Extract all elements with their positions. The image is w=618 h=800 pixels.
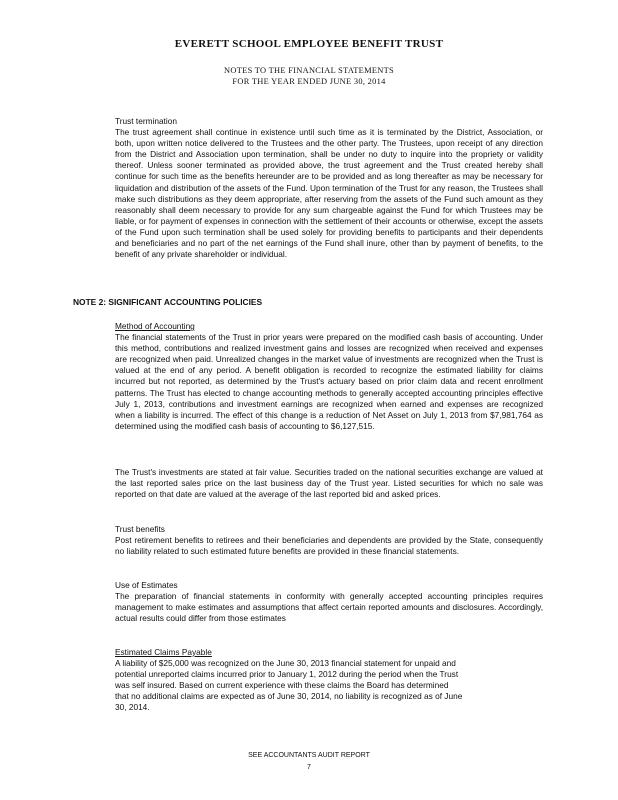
heading-trust-termination: Trust termination (115, 116, 177, 126)
section-use-of-estimates (115, 580, 543, 624)
document-subtitle-notes: NOTES TO THE FINANCIAL STATEMENTS (224, 66, 394, 75)
paragraph-trust-termination: The trust agreement shall continue in existence until such time as it is terminated by the District, Association, or both, upon written notice delivered to the Trustees and the other party. The Trustees, upon receipt of any direction from the District and Association upon termination, shall be under no duty to inquire into the propriety or validity thereof. Unless sooner terminated as provided above, the trust agreement and the Trust created hereby shall continue for such time as the benefits hereunder are to be provided and as long thereafter as may be necessary for liquidation and distribution of the assets of the Fund. Upon termination of the Trust for any reason, the Trustees shall make such distributions as they deem appropriate, after reserving from the assets of the Fund such amount as they reasonably shall deem necessary to provide for any sum chargeable against the Fund for which Trustees may be liable, or for payment of expenses in connection with the settlement of their accounts or otherwise, except the assets of the Fund upon such termination shall be used solely for providing benefits to participants and their dependents and beneficiaries and no part of the net earnings of the Fund shall inure, other than by payment of benefits, to the benefit of any private shareholder or individual. (115, 127, 543, 260)
claims-line: A liability of $25,000 was recognized on the June 30, 2013 financial statement for unpaid and (115, 658, 456, 669)
section-investments (115, 467, 543, 500)
claims-line: that no additional claims are expected as of June 30, 2014, no liability is recognized as of June (115, 691, 463, 702)
page-number: 7 (307, 764, 311, 771)
paragraph-estimated-claims-payable (115, 658, 543, 713)
note-2-heading: NOTE 2: SIGNIFICANT ACCOUNTING POLICIES (73, 297, 263, 307)
document-subtitle-period: FOR THE YEAR ENDED JUNE 30, 2014 (232, 77, 386, 86)
paragraph-trust-benefits: Post retirement benefits to retirees and their beneficiaries and dependents are provided by the State, consequently no liability related to such estimated future benefits are provided in these financial statements. (115, 535, 543, 557)
claims-line: potential unreported claims incurred prior to January 1, 2012 during the period when the Trust (115, 669, 459, 680)
section-estimated-claims-payable (115, 647, 543, 714)
section-trust-benefits (115, 524, 543, 557)
heading-method-of-accounting: Method of Accounting (115, 321, 195, 331)
heading-use-of-estimates: Use of Estimates (115, 580, 178, 590)
section-method-of-accounting (115, 321, 543, 432)
heading-trust-benefits: Trust benefits (115, 524, 165, 534)
paragraph-investments: The Trust's investments are stated at fair value. Securities traded on the national securities exchange are valued at the last reported sales price on the last business day of the Trust year. Listed securities for which no sale was reported on that date are valued at the average of the last reported bid and asked prices. (115, 467, 543, 500)
claims-line: 30, 2014. (115, 702, 150, 713)
section-trust-termination (115, 116, 543, 260)
heading-estimated-claims-payable: Estimated Claims Payable (115, 647, 212, 657)
document-title: EVERETT SCHOOL EMPLOYEE BENEFIT TRUST (174, 38, 444, 50)
footer-audit-report: SEE ACCOUNTANTS AUDIT REPORT (248, 752, 370, 759)
paragraph-use-of-estimates: The preparation of financial statements in conformity with generally accepted accounting principles requires management to make estimates and assumptions that affect certain reported amounts and disclosures. Accordingly, actual results could differ from those estimates (115, 591, 543, 624)
claims-line: was self insured. Based on current experience with these claims the Board has determined (115, 680, 449, 691)
paragraph-method-of-accounting: The financial statements of the Trust in prior years were prepared on the modified cash basis of accounting. Under this method, contributions and realized investment gains and losses are recognized when received and expenses are recognized when paid. Unrealized changes in the market value of investments are recognized when the Trust is valued at the end of any period. A benefit obligation is recorded to recognize the estimated liability for claims incurred but not reported, as determined by the Trust's actuary based on prior claim data and recent enrollment patterns. The Trust has elected to change accounting methods to generally accepted accounting principles effective July 1, 2013, contributions and investment earnings are recognized when earned and expenses are recognized when a liability is incurred. The effect of this change is a reduction of Net Asset on July 1, 2013 from $7,981,764 as determined using the modified cash basis of accounting to $6,127,515. (115, 332, 543, 431)
